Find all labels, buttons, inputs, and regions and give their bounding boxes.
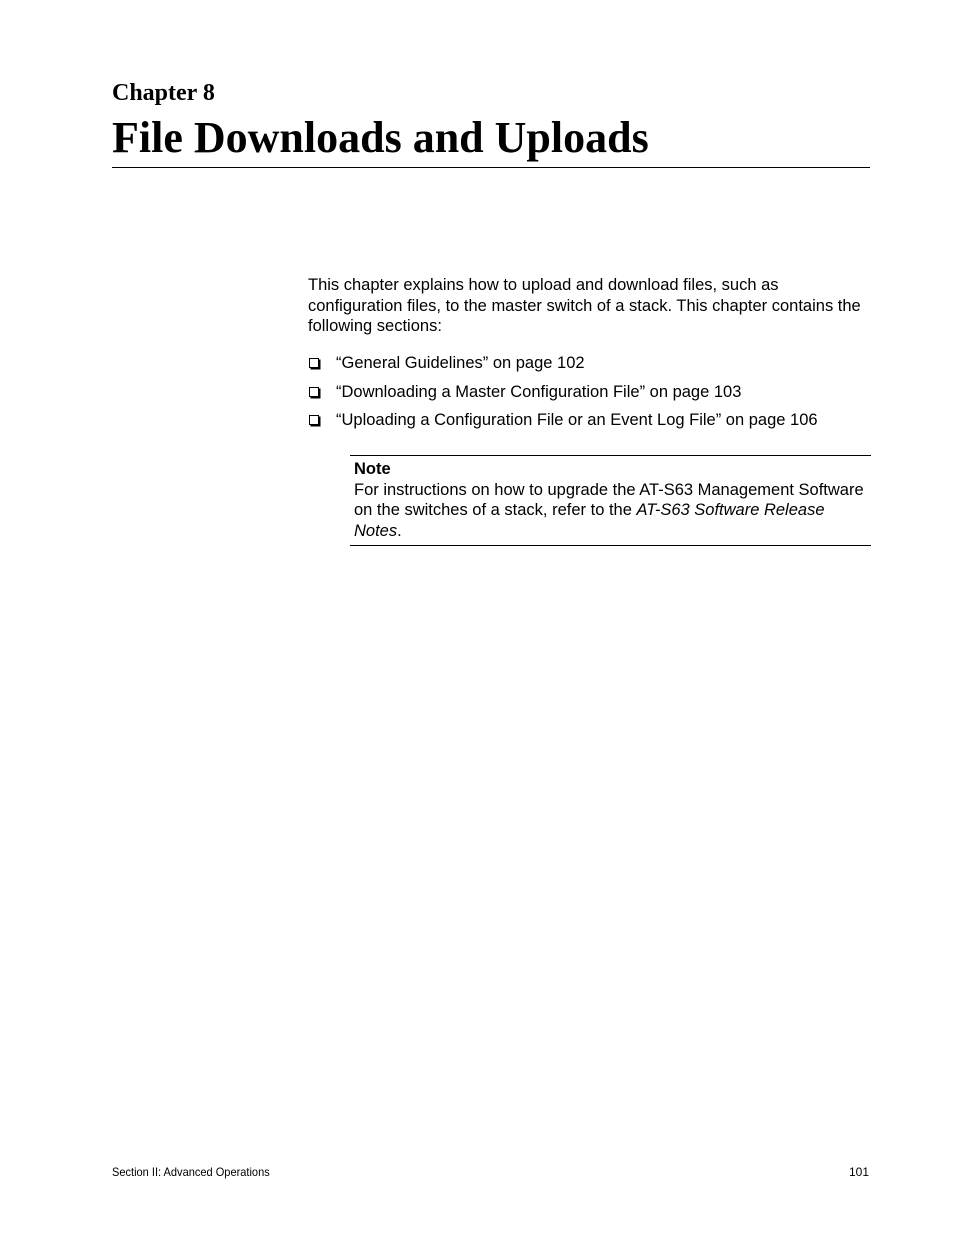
section-link-downloading-master-config[interactable] [308, 381, 870, 410]
section-link-uploading-config-or-event-log[interactable] [308, 409, 870, 438]
section-link-general-guidelines[interactable] [308, 352, 870, 381]
section-link-label: “Uploading a Configuration File or an Event Log File” on page 106 [336, 411, 818, 429]
section-link-label: “General Guidelines” on page 102 [336, 354, 585, 372]
chapter-label: Chapter 8 [112, 80, 215, 106]
hollow-square-bullet-icon [309, 387, 319, 397]
note-heading: Note [354, 460, 391, 478]
note-text [354, 480, 871, 542]
release-notes-reference: AT-S63 Software Release Notes [354, 501, 825, 540]
section-list [308, 352, 870, 438]
footer-page-number: 101 [848, 1165, 869, 1179]
note-text-after: . [397, 521, 402, 540]
intro-paragraph: This chapter explains how to upload and download files, such as configuration files, to the master switch of a stack. This chapter contains the following sections: [308, 276, 861, 335]
note-box [350, 455, 871, 546]
hollow-square-bullet-icon [309, 358, 319, 368]
chapter-title: File Downloads and Uploads [112, 113, 649, 162]
note-text-before: For instructions on how to upgrade the AT-S63 Management Software on the switches of a stack, refer to the [354, 480, 864, 519]
hollow-square-bullet-icon [309, 415, 319, 425]
footer-section-name: Section II: Advanced Operations [112, 1165, 270, 1179]
title-divider [112, 167, 870, 168]
section-link-label: “Downloading a Master Configuration File” on page 103 [336, 382, 742, 401]
